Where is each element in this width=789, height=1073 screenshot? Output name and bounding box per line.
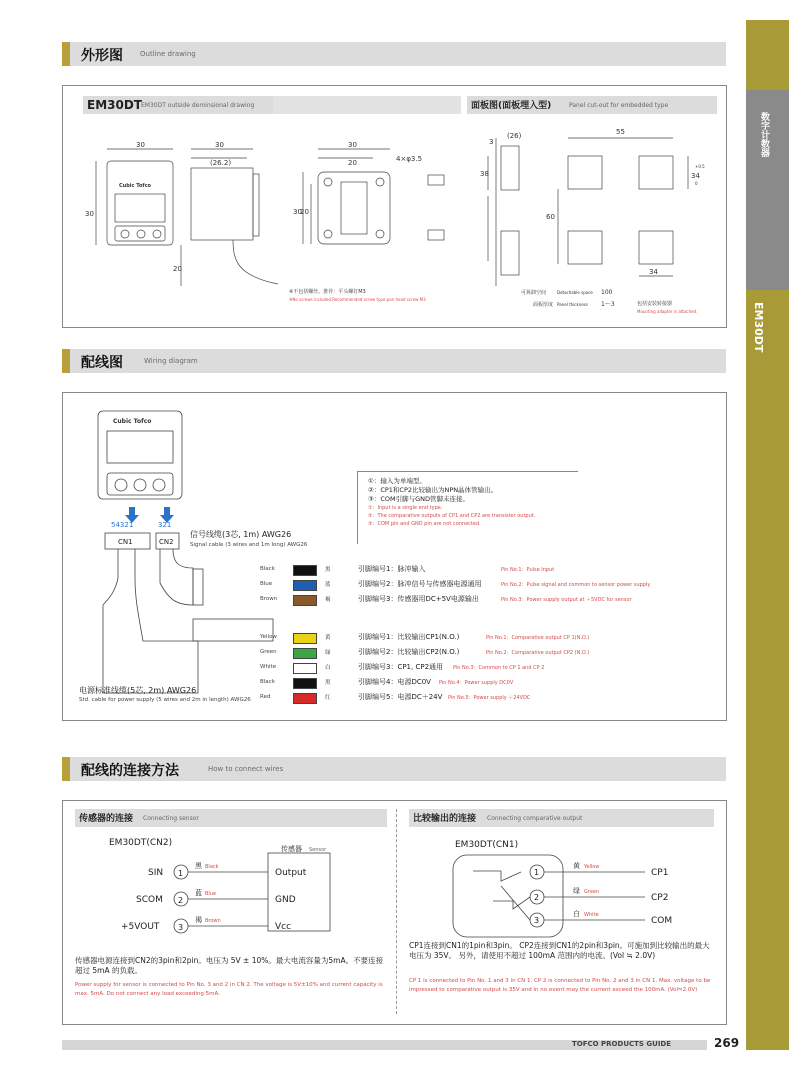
dim-3: 3 — [489, 138, 494, 146]
note-1-zh: ①：输入为单端型。 — [368, 477, 426, 485]
em30dt-subheader: EM30DT EM30DT outside deminsional drawing — [83, 96, 323, 114]
detach-val: 100 — [601, 289, 613, 296]
list-item — [243, 631, 713, 646]
svg-text:1: 1 — [178, 869, 184, 878]
svg-text:黑: 黑 — [195, 862, 202, 870]
comparative-title: EM30DT(CN1) — [455, 840, 519, 850]
section-header-connect — [62, 757, 726, 781]
wiring-brand: Cubic Tofco — [113, 418, 152, 425]
signal-wire-list — [243, 563, 713, 608]
wire-text: 红 — [325, 695, 331, 701]
cn1-label: CN1 — [118, 538, 133, 546]
com-label: COM — [651, 916, 673, 926]
dim-20a: 20 — [173, 265, 182, 273]
wire-text: Yellow — [260, 634, 277, 640]
cp1-label: CP1 — [651, 868, 669, 878]
wire-text: Green — [260, 649, 277, 655]
vcc-label: Vcc — [275, 922, 292, 932]
comparative-desc-en: CP 1 is connected to Pin No. 1 and 3 in CN 1. CP 2 is connected to Pin No. 2 and 3 in CN 1. Max. voltage to be impressed to comparative output is 35V and in no event may the current exceed the 100mA. (Vol≒2.0V) — [409, 978, 711, 993]
wire-text: Pin No.4：Power supply DC0V — [439, 680, 514, 686]
dim-30c: 30 — [348, 141, 357, 149]
note-en: ※No screws included.Recommended screw type:pan head screw M3 — [289, 297, 426, 302]
thick-val: 1～3 — [601, 301, 615, 308]
svg-text:蓝: 蓝 — [195, 889, 202, 897]
wire-text: 引脚编号3：传感器用DC+5V电源输出 — [358, 595, 479, 603]
dim-55: 55 — [616, 128, 625, 136]
section-title: 配线图 — [81, 355, 123, 371]
gnd-label: GND — [275, 895, 296, 905]
section-title: 配线的连接方法 — [81, 763, 179, 779]
svg-text:Blue: Blue — [205, 891, 217, 897]
svg-text:3: 3 — [178, 923, 184, 932]
svg-text:白: 白 — [573, 910, 580, 918]
wire-text: 引脚编号5：电源DC＋24V — [358, 693, 443, 701]
dim-4x: 4×φ3.5 — [396, 155, 423, 163]
sensor-desc-zh: 传感器电源连接到CN2的3pin和2pin。电压为 5V ± 10%。最大电流容量为5mA。不要连接超过 5mA 的负载。 — [75, 956, 384, 975]
wire-text: 引脚编号1：比较输出CP1(N.O.) — [358, 633, 460, 641]
wire-text: White — [260, 664, 276, 670]
detach-zh: 可拆卸空间 — [521, 290, 547, 296]
panel-subheader: 面板图(面板埋入型) Panel cut-out for embedded type — [467, 96, 717, 114]
section-subtitle: How to connect wires — [208, 765, 284, 773]
scom-label: SCOM — [136, 895, 163, 905]
dim-34b: 34 — [649, 268, 658, 276]
comparative-diagram — [403, 831, 723, 941]
wire-text: Black — [260, 679, 275, 685]
comparative-subheader: 比较输出的连接 Connecting comparative output — [409, 809, 714, 827]
outline-drawings — [63, 86, 726, 327]
section-header-wiring — [62, 349, 726, 373]
sin-label: SIN — [148, 868, 164, 878]
list-item — [243, 676, 713, 691]
dim-20b: 20 — [348, 159, 357, 167]
dim-26: (26) — [507, 132, 522, 140]
section-subtitle: Wiring diagram — [144, 357, 198, 365]
detach-en: Detachable space — [557, 290, 593, 295]
sidebar-top-label: 数字计数器 — [759, 112, 769, 157]
dim-262: (26.2) — [210, 159, 232, 167]
wiring-box — [62, 392, 727, 721]
front-brand: Cubic Tofco — [119, 183, 151, 189]
wire-text: Pin No.2：Comparative output CP2 (N.O.) — [486, 650, 590, 656]
wire-swatch-blue — [293, 580, 317, 591]
wire-text: 黑 — [325, 680, 331, 686]
page-number: 269 — [714, 1036, 740, 1050]
power-cable-en: Std. cable for power supply (5 wires and 2m in length) AWG26 — [79, 697, 251, 703]
wire-text: Brown — [260, 596, 278, 602]
wire-text: Pin No.5：Power supply ＋24VDC — [448, 695, 531, 701]
adapter-en: Mounting adapter is attached. — [637, 309, 698, 314]
list-item — [243, 578, 713, 593]
svg-text:绿: 绿 — [573, 887, 580, 895]
list-item — [243, 593, 713, 608]
dim-38: 38 — [480, 170, 489, 178]
wire-text: Pin No.3：Power supply output at ＋5VDC for sensor — [501, 597, 632, 603]
dim-30v1: 30 — [85, 210, 94, 218]
sensor-title: EM30DT(CN2) — [109, 838, 173, 848]
wire-swatch-brown — [293, 595, 317, 606]
output-label: Output — [275, 868, 307, 878]
cn1-pins: 54321 — [111, 521, 134, 529]
note-1-en: ①：Input is a single end type. — [368, 505, 443, 511]
wire-text: 黄 — [325, 635, 331, 641]
wire-swatch-black — [293, 565, 317, 576]
footer-guide: TOFCO PRODUCTS GUIDE — [572, 1040, 672, 1048]
dim-30b: 30 — [215, 141, 224, 149]
section-title: 外形图 — [81, 48, 123, 64]
cp2-label: CP2 — [651, 893, 669, 903]
note-3-en: ③：COM pin and GND pin are not connected. — [368, 521, 481, 527]
tol-bottom: 0 — [695, 181, 698, 186]
wire-text: Pin No.2：Pulse signal and common to sensor power supply — [501, 582, 651, 588]
svg-text:黄: 黄 — [573, 862, 580, 870]
wire-text: 褐 — [325, 597, 331, 603]
connect-box — [62, 800, 727, 1025]
outline-box — [62, 85, 727, 328]
sensor-box-label-en: Sensor — [309, 847, 327, 853]
power-cable-zh: 电源标准线缆(5芯, 2m) AWG26 — [79, 686, 197, 695]
comparative-desc-zh: CP1连接到CN1的1pin和3pin。 CP2连接到CN1的2pin和3pin。可施加到比较输出的最大电压为 35V。 另外，请使用不超过 100mA 范围内的电流。(Vol ≒ 2.0V) — [409, 941, 710, 960]
dim-20v: 20 — [300, 208, 309, 216]
dim-30v2: 30 — [293, 208, 302, 216]
tol-top: +0.5 — [695, 164, 705, 169]
list-item — [243, 691, 713, 706]
thick-en: Panel thickness — [557, 302, 588, 307]
svg-text:Brown: Brown — [205, 918, 221, 924]
list-item — [243, 563, 713, 578]
wire-text: 引脚编号2：脉冲信号与传感器电源通用 — [358, 580, 482, 588]
note-3-zh: ③：COM引脚与GND管脚未连接。 — [368, 495, 469, 503]
wire-text: Blue — [260, 581, 273, 587]
signal-cable-en: Signal cable (3 wires and 1m long) AWG26 — [190, 542, 308, 548]
svg-text:Yellow: Yellow — [584, 864, 600, 870]
wire-text: Pin No.1：Comparative output CP 1(N.O.) — [486, 635, 590, 641]
wire-text: 引脚编号2：比较输出CP2(N.O.) — [358, 648, 460, 656]
sensor-subheader: 传感器的连接 Connecting sensor — [75, 809, 387, 827]
list-item — [243, 661, 713, 676]
dim-30a: 30 — [136, 141, 145, 149]
5vout-label: +5VOUT — [121, 922, 160, 932]
wire-swatch-red — [293, 693, 317, 704]
dim-60: 60 — [546, 213, 555, 221]
svg-text:3: 3 — [534, 916, 540, 925]
note-2-en: ②：The comparative outputs of CP1 and CP2 are transister output. — [368, 513, 536, 519]
wire-swatch-white — [293, 663, 317, 674]
note-2-zh: ②：CP1和CP2比较输出为NPN晶体管输出。 — [368, 486, 498, 494]
wire-text: 引脚编号3：CP1, CP2通用 — [358, 663, 444, 671]
sensor-box-label-zh: 传感器 — [281, 845, 302, 853]
svg-text:Black: Black — [205, 864, 219, 870]
wire-text: 黑 — [325, 567, 331, 573]
svg-text:2: 2 — [178, 896, 184, 905]
section-subtitle: Outline drawing — [140, 50, 196, 58]
wire-text: 引脚编号1：脉冲输入 — [358, 565, 426, 573]
sensor-diagram — [63, 831, 393, 941]
dim-34a: 34 — [691, 172, 700, 180]
cn2-label: CN2 — [159, 538, 174, 546]
wire-text: Pin No.1：Pulse Input — [501, 567, 555, 573]
svg-text:褐: 褐 — [195, 916, 202, 924]
wire-text: 蓝 — [325, 582, 331, 588]
wire-text: 白 — [325, 665, 331, 671]
list-item — [243, 646, 713, 661]
svg-text:Green: Green — [584, 889, 600, 895]
svg-text:1: 1 — [534, 868, 540, 877]
wire-swatch-black — [293, 678, 317, 689]
wire-swatch-yellow — [293, 633, 317, 644]
wire-text: Black — [260, 566, 275, 572]
wire-swatch-green — [293, 648, 317, 659]
svg-text:White: White — [584, 912, 599, 918]
wire-text: 引脚编号4：电源DC0V — [358, 678, 431, 686]
adapter-zh: 包括安装转接器 — [637, 301, 673, 307]
signal-cable-zh: 信号线缆(3芯, 1m) AWG26 — [190, 530, 292, 539]
connect-divider — [396, 809, 397, 1014]
notes-box — [357, 471, 578, 544]
sidebar-bottom-label: EM30DT — [752, 302, 765, 353]
thick-zh: 面板厚度 — [533, 302, 554, 308]
sensor-desc-en: Power supply for sensor is connected to Pin No. 3 and 2 in CN 2. The voltage is 5V±10% and current capacity is max. 5mA. Do not connect any load exceeding 5mA. — [75, 982, 383, 997]
power-wire-list — [243, 631, 713, 706]
svg-text:2: 2 — [534, 893, 540, 902]
wire-text: 绿 — [325, 650, 331, 656]
wire-text: Red — [260, 694, 271, 700]
note-zh: ※不包括螺丝。推荐：平头螺钉M3 — [289, 289, 366, 295]
cn2-pins: 321 — [158, 521, 172, 529]
section-header-outline — [62, 42, 726, 66]
wire-text: Pin No.3：Common to CP 1 and CP 2 — [453, 665, 545, 671]
